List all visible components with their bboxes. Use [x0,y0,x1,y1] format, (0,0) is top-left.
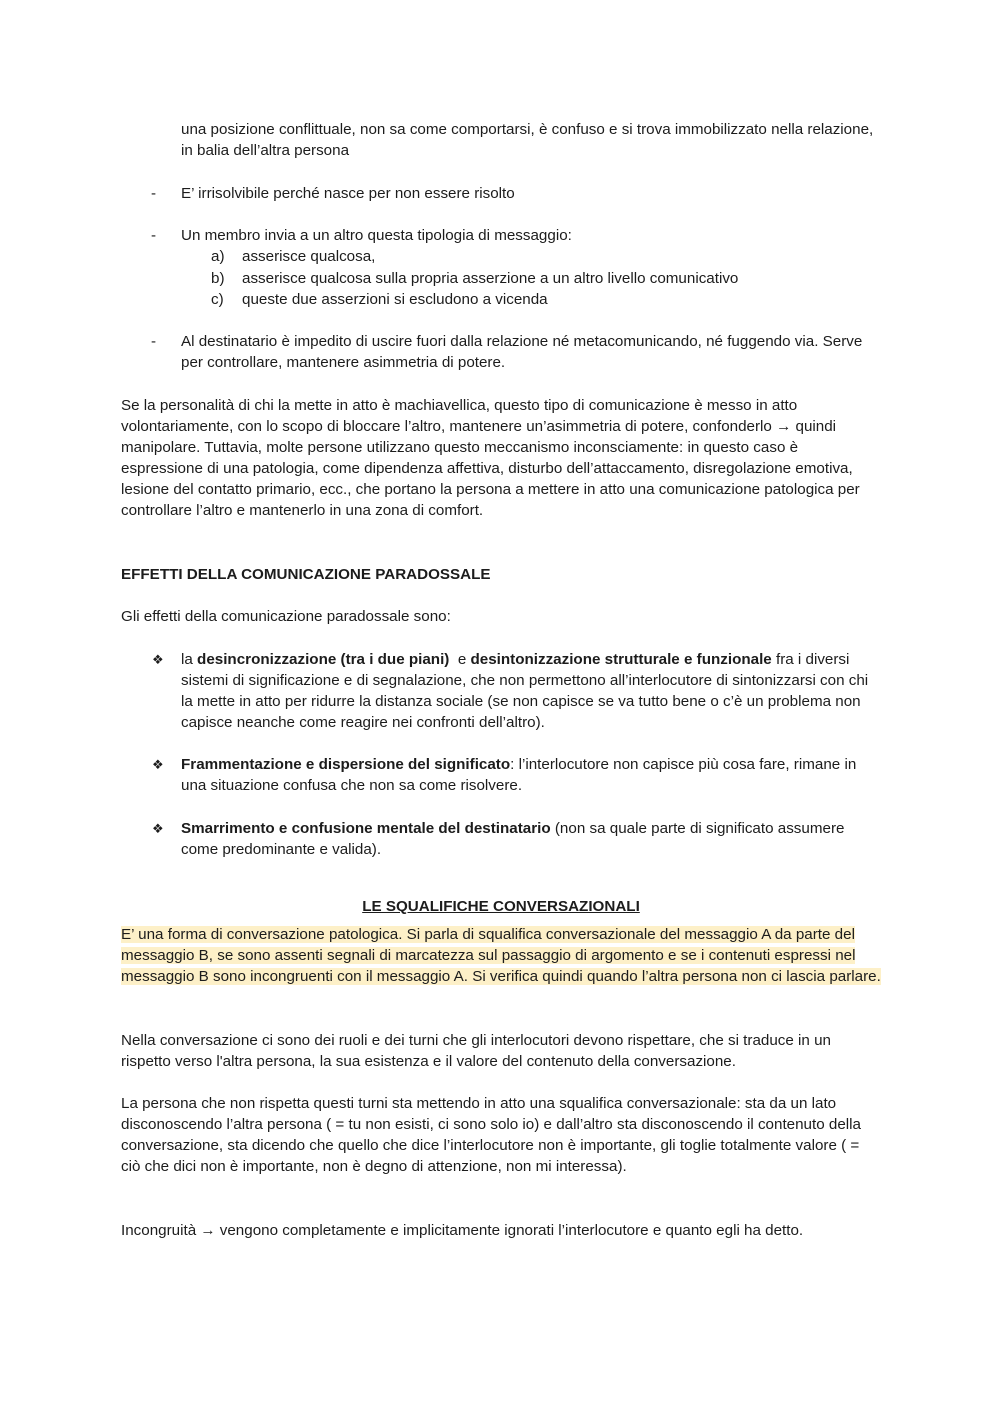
alpha-marker-a: a) [211,248,225,265]
section-title: LE SQUALIFICHE CONVERSAZIONALI [362,898,640,916]
alpha-marker-b: b) [211,270,225,287]
effect-item-desync [181,649,881,733]
effect-item-fragmentation [181,754,881,796]
effect-confusion-bold: Smarrimento e confusione mentale del destinatario [181,820,551,837]
effect-desync-bold: desincronizzazione (tra i due piani) [197,651,450,668]
paragraph-incongruity: Incongruità → vengono completamente e implicitamente ignorati l’interlocutore e quanto egli ha detto. [121,1222,804,1239]
alpha-item-a: asserisce qualcosa, [242,248,376,265]
paragraph-turns: La persona che non rispetta questi turni sta mettendo in atto una squalifica conversazionale: sta da un lato disconoscendo l’altra persona ( = tu non esisti, ci sono solo io) e dall’altro sta disconoscendo il contenuto della conversazione, sta dicendo che quello che dice l’interlocutore non è importante, gli toglie totalmente valore ( = ciò che dici non è importante, non è degno di attenzione, non mi interessa). [121,1095,861,1175]
bullet-icon: ❖ [152,652,164,667]
highlight-text: E’ una forma di conversazione patologica. Si parla di squalifica conversazionale del messaggio A da parte del messaggio B, se sono assenti segnali di marcatezza sul passaggio di argomento e se i contenuti espressi nel messaggio B sono incongruenti con il messaggio A. Si verifica quindi quando l’altra persona non ci lascia parlare. [121,926,881,985]
alpha-item-b: asserisce qualcosa sulla propria asserzione a un altro livello comunicativo [242,270,739,287]
effect-fragmentation-rest: : l’interlocutore non capisce più cosa fare, rimane in una situazione confusa che non sa come risolvere. [181,756,857,794]
dash-marker: - [151,333,157,350]
dash-marker: - [151,185,157,202]
alpha-marker-c: c) [211,291,224,308]
paragraph-roles: Nella conversazione ci sono dei ruoli e dei turni che gli interlocutori devono rispettare, che si traduce in un rispetto verso l'altra persona, la sua esistenza e il valore del contenuto della conversazione. [121,1032,831,1070]
bullet-icon: ❖ [152,757,164,772]
effects-intro: Gli effetti della comunicazione paradossale sono: [121,608,451,625]
intro-continuation: una posizione conflittuale, non sa come comportarsi, è confuso e si trova immobilizzato nella relazione, in balia dell’altra persona [181,121,874,159]
effect-desync-pre: la [181,651,198,668]
effect-item-confusion [181,818,881,860]
machiavellian-paragraph: Se la personalità di chi la mette in atto è machiavellica, questo tipo di comunicazione è messo in atto volontariamente, con lo scopo di bloccare l’altro, mantenere un’asimmetria di potere, confonderlo → quindi manipolare. Tuttavia, molte persone utilizzano questo meccanismo inconsciamente: in questo caso è espressione di una patologia, come dipendenza affettiva, disturbo dell’attaccamento, disregolazione emotiva, lesione del contatto primario, ecc., che portano la persona a mettere in atto una comunicazione patologica per controllare l’altro e mantenerlo in una zona di comfort. [121,397,860,519]
effect-confusion-rest: (non sa quale parte di significato assumere come predominante e valida). [181,820,845,858]
highlighted-paragraph [121,924,881,987]
dash-marker: - [151,227,157,244]
bullet-icon: ❖ [152,821,164,836]
effect-fragmentation-bold: Frammentazione e dispersione del significato [181,756,511,773]
effect-detune-bold: desintonizzazione strutturale e funzionale [470,651,772,668]
dash-item-message-type: Un membro invia a un altro questa tipologia di messaggio: [181,227,572,244]
effects-heading: EFFETTI DELLA COMUNICAZIONE PARADOSSALE [121,566,491,583]
dash-item-unsolvable: E’ irrisolvibile perché nasce per non essere risolto [181,185,515,202]
effect-desync-rest: fra i diversi sistemi di significazione e di segnalazione, che non permettono all’interlocutore di sintonizzarsi con chi la mette in atto per ridurre la distanza sociale (se non capisce se va tutto bene o c’è un problema non capisce neanche come reagire nei confronti dell’altro). [181,651,869,731]
dash-item-recipient: Al destinatario è impedito di uscire fuori dalla relazione né metacomunicando, né fuggendo via. Serve per controllare, mantenere asimmetria di potere. [181,333,863,371]
alpha-item-c: queste due asserzioni si escludono a vicenda [242,291,548,308]
effect-desync-mid: e [449,651,471,668]
